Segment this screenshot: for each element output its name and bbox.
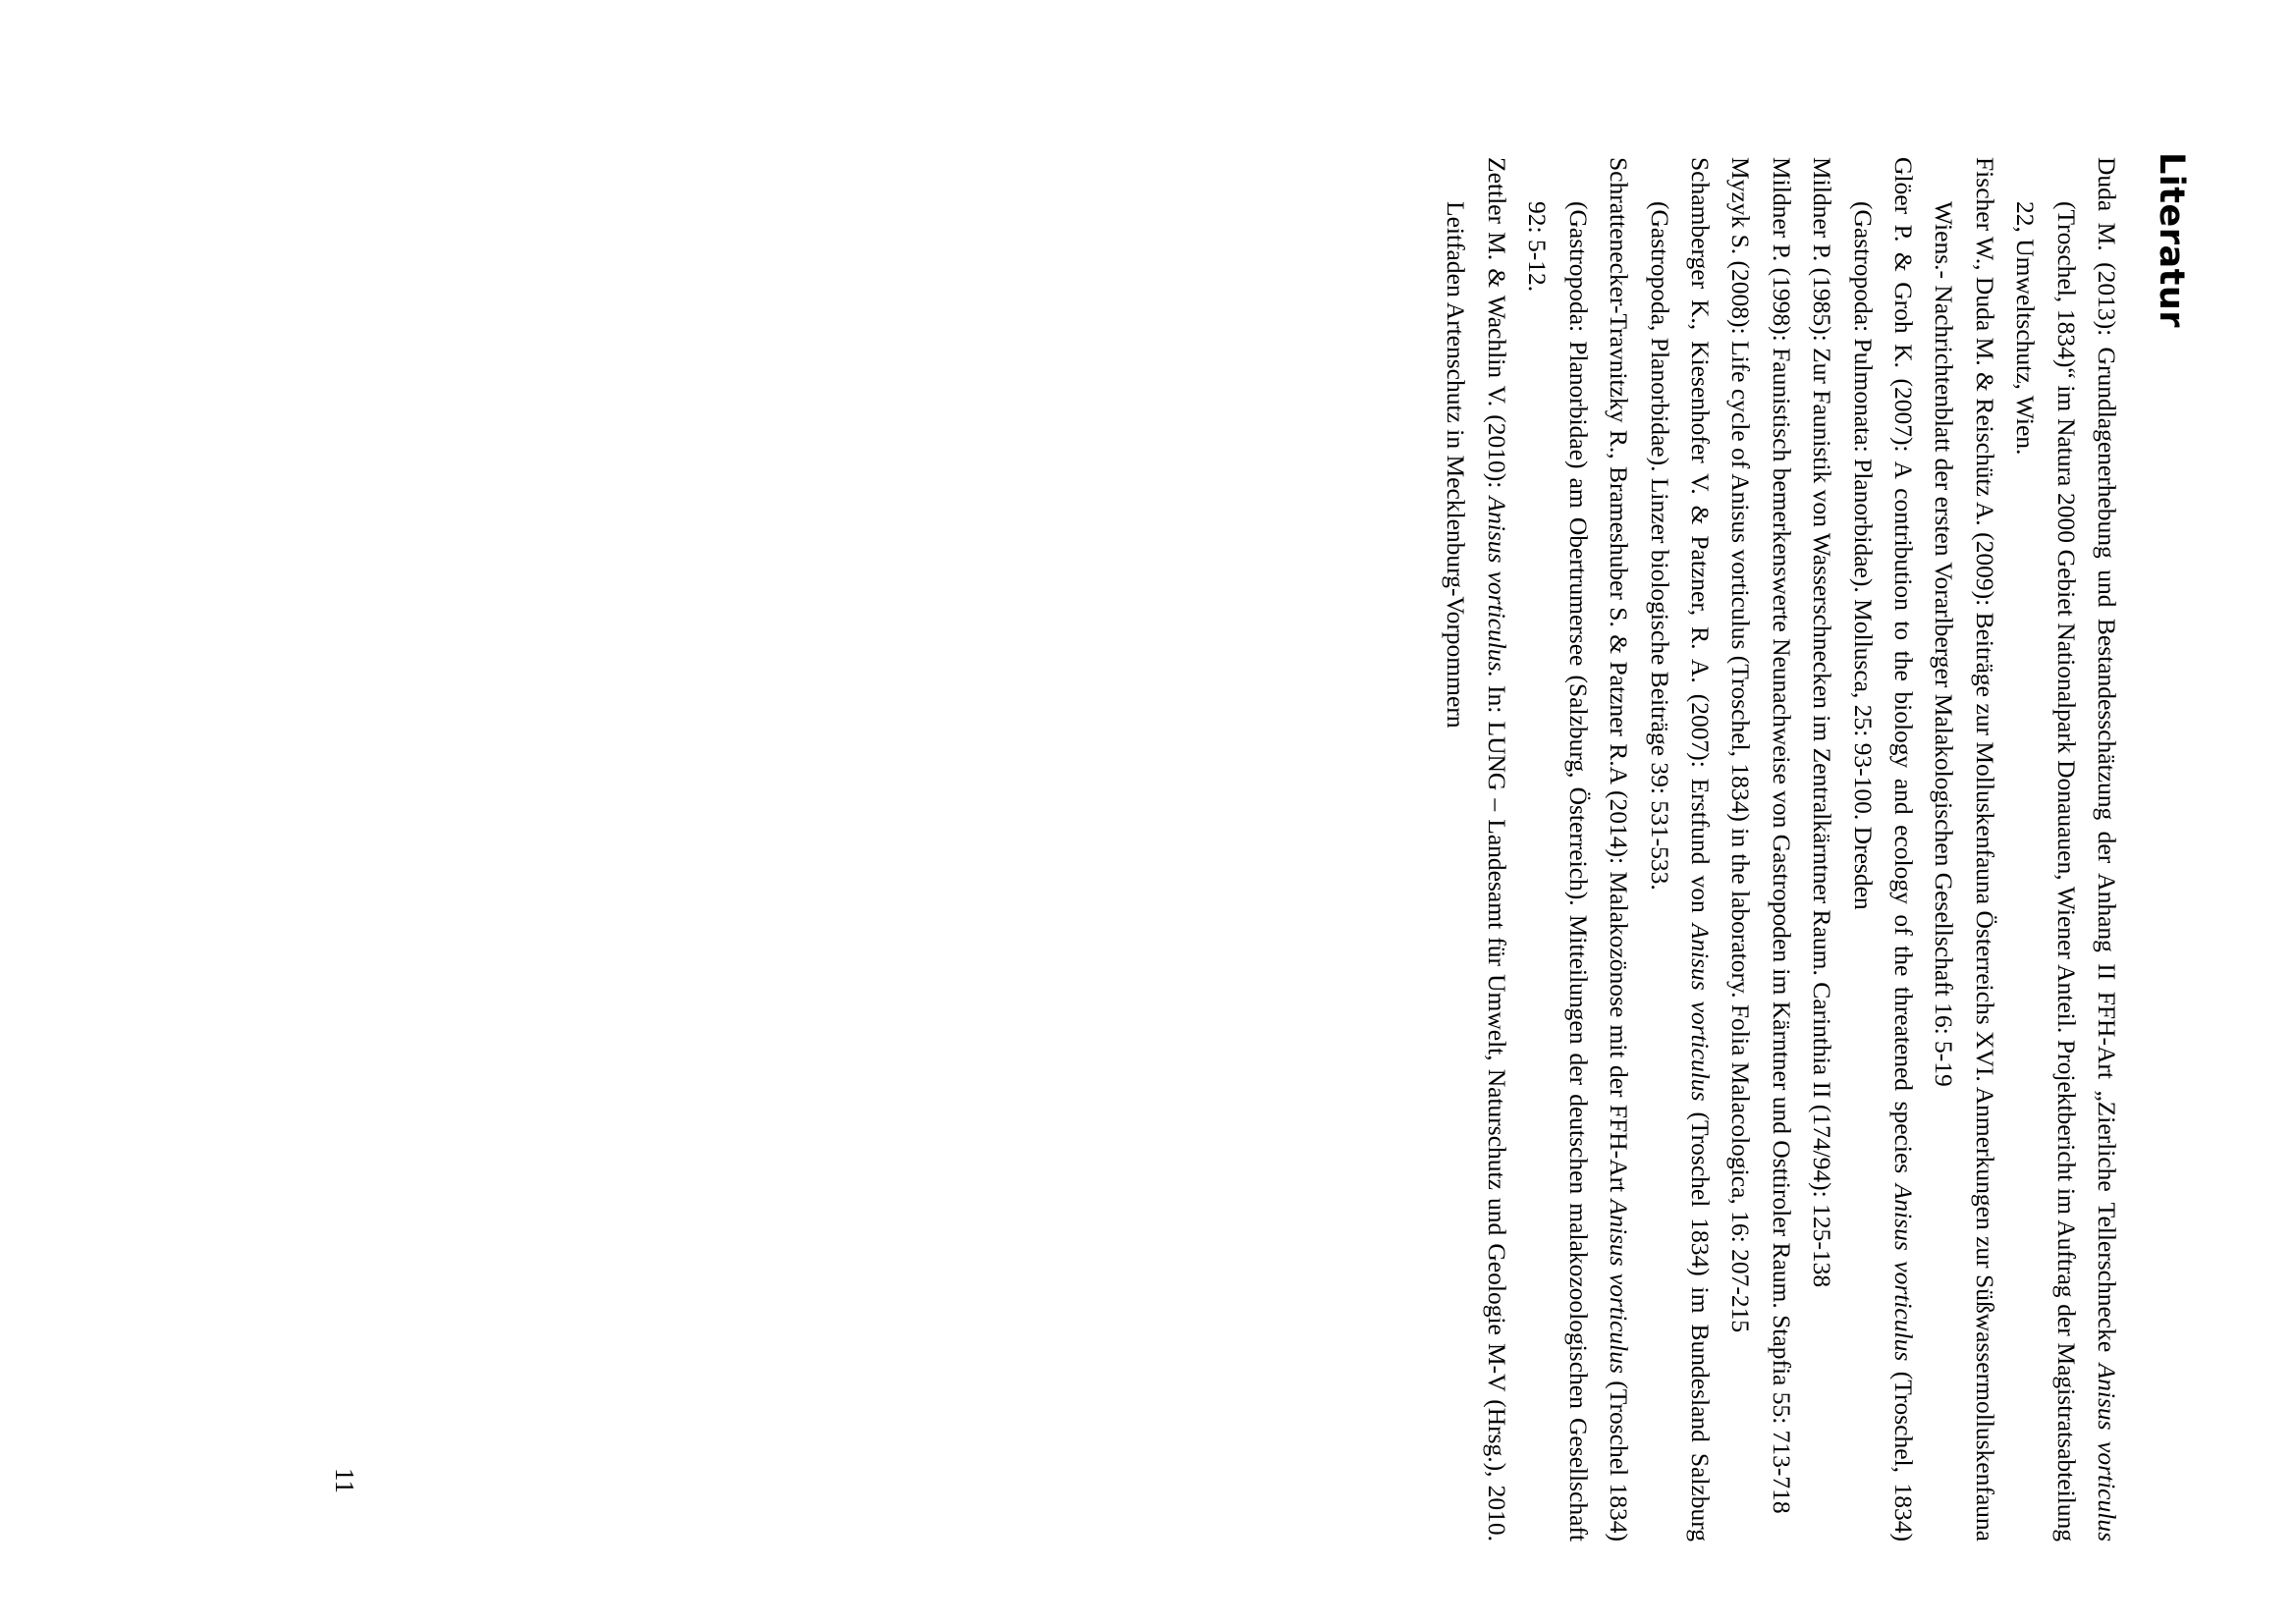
reference-text: Zettler M. & Wachlin V. (2010): bbox=[1482, 157, 1511, 497]
reference-text: In: LUNG – Landesamt für Umwelt, Naturschutz und Geologie M-V (Hrsg.), 2010. Leitfaden Artenschutz in Mecklenburg-Vorpommern bbox=[1442, 201, 1511, 1542]
reference-text: (Troschel, 1834) (Gastropoda: Pulmonata: Planorbidae). Mollusca, 25: 93-100. Dresden bbox=[1848, 201, 1918, 1542]
reference-text: (Troschel, 1834)“ im Natura 2000 Gebiet Nationalpark Donauauen, Wiener Anteil. Projektbericht im Auftrag der Magistratsabteilung 22, Umweltschutz, Wien. bbox=[2011, 201, 2081, 1542]
page-number: 11 bbox=[330, 1468, 359, 1493]
species-name-italic: Anisus vorticulus bbox=[1888, 1183, 1918, 1362]
reference-entry bbox=[1517, 157, 1639, 1542]
reference-text: Myzyk S. (2008): Life cycle of Anisus vorticulus (Troschel, 1834) in the laboratory. Folia Malacologica, 16: 207-215 bbox=[1726, 157, 1756, 1333]
reference-entry bbox=[1842, 157, 1924, 1542]
reference-entry bbox=[1639, 157, 1720, 1542]
reference-text: Schamberger K., Kiesenhofer V. & Patzner, R. A. (2007): Erstfund von bbox=[1685, 157, 1715, 924]
reference-text: Fischer W., Duda M. & Reischütz A. (2009): Beiträge zur Molluskenfauna Österreichs XVI. Anmerkungen zur Süßwassermolluskenfauna Wiens.- Nachrichtenblatt der ersten Vorarlberger Malakologischen Gesellschaft 16: 5-19 bbox=[1930, 157, 1999, 1542]
species-name-italic: Anisus vorticulus bbox=[1605, 1199, 1634, 1374]
reference-entry bbox=[1436, 157, 1517, 1542]
species-name-italic: Anisus vorticulus bbox=[1685, 923, 1715, 1102]
reference-text: (Troschel 1834) im Bundesland Salzburg (Gastropoda, Planorbidae). Linzer biologische Beiträge 39: 531-533. bbox=[1645, 201, 1715, 1543]
reference-entry bbox=[1924, 157, 2005, 1542]
reference-text: Glöer P. & Groh K. (2007): A contribution to the biology and ecology of the threatened species bbox=[1888, 157, 1918, 1184]
reference-list bbox=[1436, 157, 2127, 1542]
reference-entry bbox=[1802, 157, 1842, 1542]
reference-entry bbox=[1720, 157, 1761, 1542]
reference-text: Mildner P. (1985): Zur Faunistik von Wasserschnecken im Zentralkärntner Raum. Carinthia II (174/94): 125-138 bbox=[1808, 157, 1837, 1288]
section-heading: Literatur bbox=[2152, 152, 2191, 329]
reference-text: Duda M. (2013): Grundlagenerhebung und Bestandesschätzung der Anhang II FFH-Art „Zierliche Tellerschnecke bbox=[2093, 157, 2121, 1364]
reference-entry bbox=[2005, 157, 2127, 1542]
reference-text: Mildner P. (1998): Faunistisch bemerkenswerte Neunachweise von Gastropoden im Kärntner und Osttiroler Raum. Stapfia 55: 713-718 bbox=[1767, 157, 1796, 1514]
reference-text: (Troschel 1834) (Gastropoda: Planorbidae) am Obertrumersee (Salzburg, Österreich). Mitteilungen der deutschen malakozoologischen Gesellschaft 92: 5-12. bbox=[1523, 201, 1634, 1542]
species-name-italic: Anisus vorticulus bbox=[2093, 1363, 2121, 1542]
reference-entry bbox=[1761, 157, 1801, 1542]
reference-text: Schrattenecker-Travnitzky R., Brameshuber S. & Patzner R.A (2014): Malakozönose mit der FFH-Art bbox=[1605, 157, 1634, 1200]
species-name-italic: Anisus vorticulus. bbox=[1482, 496, 1511, 677]
